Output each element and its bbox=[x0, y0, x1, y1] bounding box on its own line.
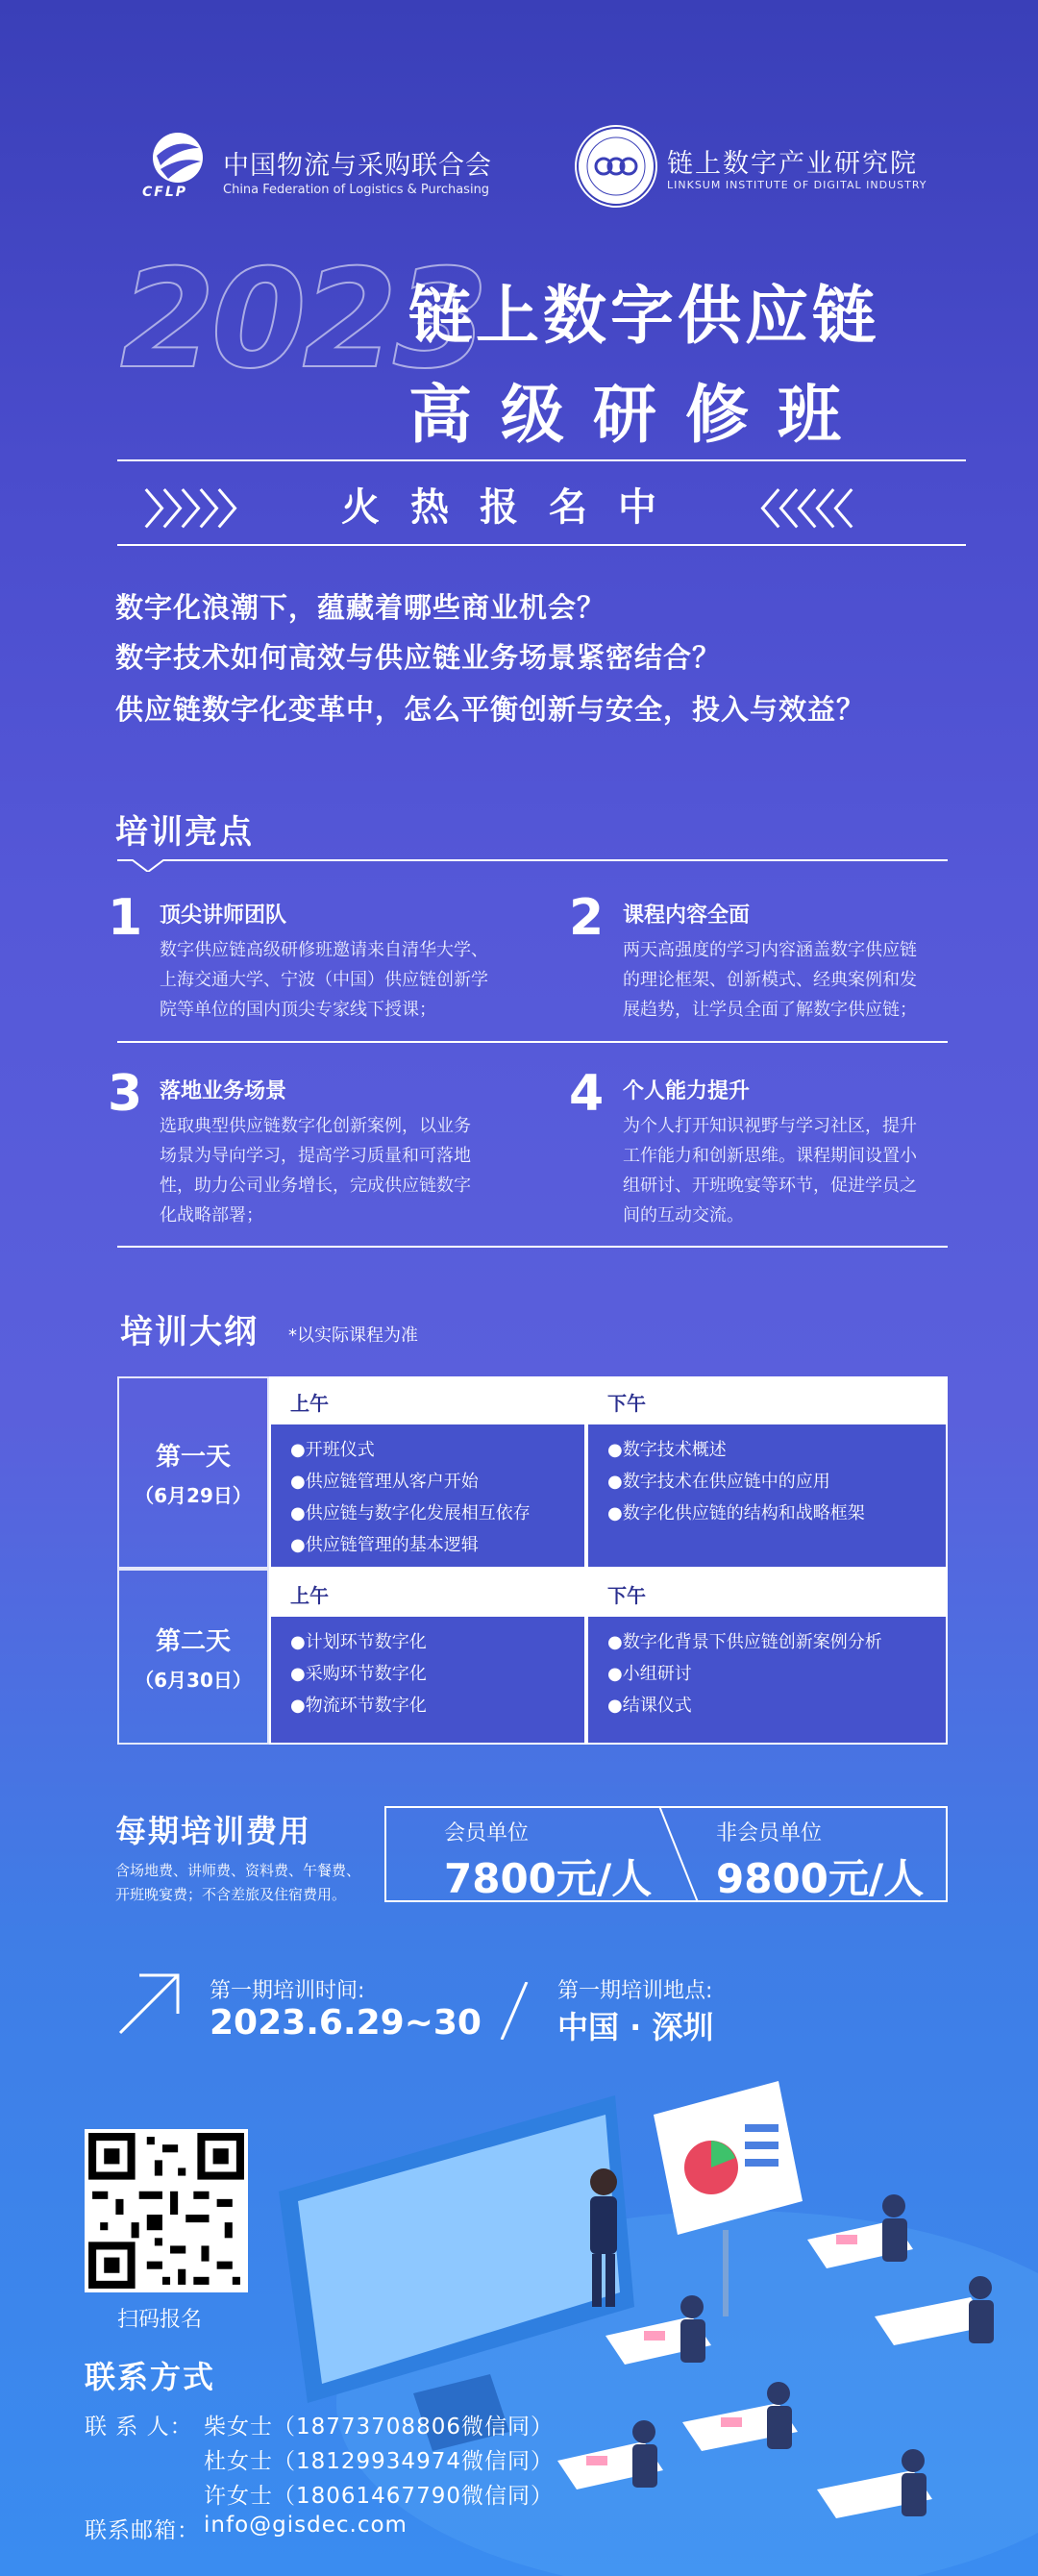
highlights-title: 培训亮点 bbox=[115, 813, 254, 852]
highlight-title: 落地业务场景 bbox=[160, 1079, 287, 1103]
highlight-title: 顶尖讲师团队 bbox=[160, 904, 287, 928]
nonmember-price: 9800元/人 bbox=[716, 1855, 925, 1902]
contact-person-label: 联 系 人： bbox=[85, 2415, 193, 2440]
am-items: ●计划环节数字化 ●采购环节数字化 ●物流环节数字化 bbox=[269, 1615, 586, 1745]
title-line-2: 高级研修班 bbox=[408, 378, 870, 452]
session-time-value: 2023.6.29~30 bbox=[210, 2003, 482, 2043]
qr-code[interactable] bbox=[85, 2129, 248, 2292]
contact-person: 柴女士（18773708806微信同） bbox=[204, 2415, 554, 2440]
am-items: ●开班仪式 ●供应链管理从客户开始 ●供应链与数字化发展相互依存 ●供应链管理的基本逻辑 bbox=[269, 1423, 586, 1569]
email-label: 联系邮箱： bbox=[85, 2518, 200, 2543]
session-time-label: 第一期培训时间: bbox=[210, 1979, 365, 2003]
email-link[interactable]: info@gisdec.com bbox=[204, 2513, 408, 2538]
highlight-number: 1 bbox=[108, 889, 143, 947]
title-year: 2023 bbox=[120, 240, 485, 399]
cflp-abbr: CFLP bbox=[142, 185, 188, 200]
period-am: 上午 bbox=[269, 1376, 586, 1423]
fees-title: 每期培训费用 bbox=[115, 1813, 312, 1849]
member-label: 会员单位 bbox=[444, 1821, 530, 1845]
highlights-row-divider bbox=[117, 1041, 948, 1043]
outline-note: *以实际课程为准 bbox=[288, 1325, 418, 1346]
org2-subtitle: LINKSUM INSTITUTE OF DIGITAL INDUSTRY bbox=[667, 179, 927, 191]
day-title: 第一天 bbox=[155, 1443, 231, 1472]
member-price: 7800元/人 bbox=[444, 1855, 653, 1902]
question-3: 供应链数字化变革中，怎么平衡创新与安全，投入与效益？ bbox=[115, 693, 866, 726]
chevrons-left-icon: 〈〈〈〈〈 bbox=[740, 486, 853, 533]
fees-note-2: 开班晚宴费；不含差旅及住宿费用。 bbox=[115, 1886, 347, 1903]
qr-pattern bbox=[85, 2129, 248, 2292]
arrow-up-right-icon bbox=[115, 1970, 183, 2038]
divider-top bbox=[117, 459, 966, 461]
question-1: 数字化浪潮下，蕴藏着哪些商业机会？ bbox=[115, 591, 606, 624]
divider-bottom bbox=[117, 544, 966, 546]
org1-name: 中国物流与采购联合会 bbox=[223, 151, 492, 181]
qr-label: 扫码报名 bbox=[117, 2308, 203, 2332]
day-cell bbox=[117, 1569, 269, 1745]
period-pm: 下午 bbox=[586, 1376, 948, 1423]
day-title: 第二天 bbox=[155, 1626, 231, 1656]
day-cell bbox=[117, 1376, 269, 1569]
highlights-bottom-divider bbox=[117, 1246, 948, 1248]
registration-banner: 火热报名中 bbox=[341, 485, 687, 530]
fees-note-1: 含场地费、讲师费、资料费、午餐费、 bbox=[115, 1862, 361, 1879]
highlight-title: 课程内容全面 bbox=[623, 904, 751, 928]
fee-divider bbox=[650, 1806, 707, 1902]
pm-items: ●数字技术概述 ●数字技术在供应链中的应用 ●数字化供应链的结构和战略框架 bbox=[586, 1423, 948, 1569]
pm-items: ●数字化背景下供应链创新案例分析 ●小组研讨 ●结课仪式 bbox=[586, 1615, 948, 1745]
highlight-desc: 选取典型供应链数字化创新案例，以业务 场景为导向学习，提高学习质量和可落地 性，助力公司业务增长，完成供应链数字 化战略部署； bbox=[160, 1116, 471, 1226]
contact-person: 杜女士（18129934974微信同） bbox=[204, 2449, 554, 2474]
linksum-logo bbox=[575, 125, 657, 208]
schedule-table bbox=[117, 1376, 948, 1745]
org1-subtitle: China Federation of Logistics & Purchasing bbox=[223, 183, 490, 197]
highlight-desc: 两天高强度的学习内容涵盖数字供应链 的理论框架、创新模式、经典案例和发 展趋势，让学员全面了解数字供应链； bbox=[623, 940, 917, 1020]
session-place-value: 中国 · 深圳 bbox=[557, 2009, 714, 2045]
org2-name: 链上数字产业研究院 bbox=[667, 149, 918, 179]
period-pm: 下午 bbox=[586, 1569, 948, 1615]
contact-title: 联系方式 bbox=[85, 2359, 216, 2395]
highlights-divider bbox=[117, 851, 948, 872]
session-place-label: 第一期培训地点: bbox=[557, 1979, 713, 2003]
outline-title: 培训大纲 bbox=[120, 1313, 259, 1351]
highlight-title: 个人能力提升 bbox=[623, 1079, 751, 1103]
highlight-number: 4 bbox=[569, 1065, 605, 1123]
nonmember-label: 非会员单位 bbox=[716, 1821, 823, 1845]
highlight-number: 3 bbox=[108, 1065, 143, 1123]
day-date: （6月30日） bbox=[135, 1668, 252, 1692]
day-date: （6月29日） bbox=[135, 1484, 252, 1507]
highlight-number: 2 bbox=[569, 889, 605, 947]
question-2: 数字技术如何高效与供应链业务场景紧密结合？ bbox=[115, 641, 722, 674]
title-line-1: 链上数字供应链 bbox=[408, 279, 879, 353]
contact-person: 许女士（18061467790微信同） bbox=[204, 2484, 554, 2509]
highlight-desc: 数字供应链高级研修班邀请来自清华大学、 上海交通大学、宁波（中国）供应链创新学 院等单位的国内顶尖专家线下授课； bbox=[160, 940, 488, 1020]
highlight-desc: 为个人打开知识视野与学习社区，提升 工作能力和创新思维。课程期间设置小 组研讨、开班晚宴等环节，促进学员之 间的互动交流。 bbox=[623, 1116, 917, 1226]
period-am: 上午 bbox=[269, 1569, 586, 1615]
chevrons-right-icon: 〉〉〉〉〉 bbox=[144, 486, 257, 533]
